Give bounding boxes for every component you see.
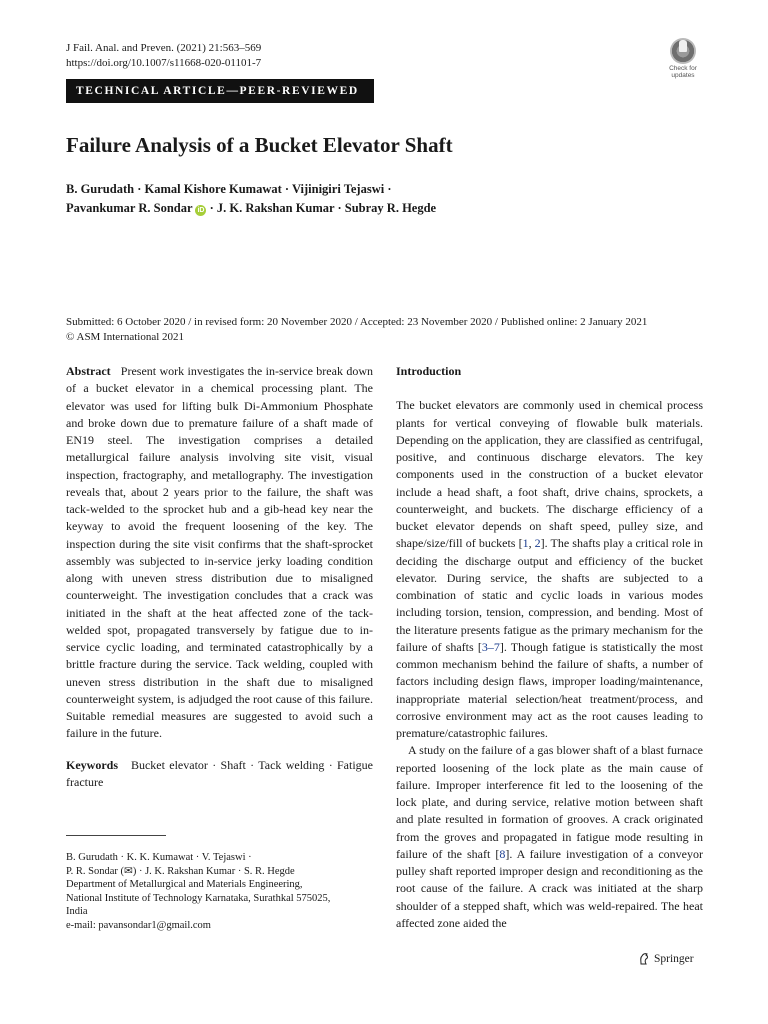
doi-link[interactable]: https://doi.org/10.1007/s11668-020-01101-7 [66, 57, 262, 69]
article-title: Failure Analysis of a Bucket Elevator Shaft [66, 133, 453, 157]
left-column [66, 363, 373, 791]
bookmark-icon [670, 38, 696, 64]
springer-horse-icon [638, 952, 650, 965]
article-type-badge: TECHNICAL ARTICLE—PEER-REVIEWED [66, 79, 374, 103]
journal-line: J Fail. Anal. and Preven. (2021) 21:563–569 [66, 42, 262, 54]
intro-paragraph-2: A study on the failure of a gas blower shaft of a blast furnace reported loosening of the lock plate as the main cause of failure. Improper interference fit led to the loosening of the lock plate, and during service, relative motion between shaft and plate resulted in formation of grooves. A crack originated from the groves and propagated in fatigue mode resulting in failure of the shaft [8]. A failure investigation of a conveyor pulley shaft reported improper design and reconditioning as the root cause of the failure. A crack was initiated at the sharp shoulder of a stepped shaft, which was weld-repaired. The heat affected zone aided the [396, 743, 703, 930]
section-heading-introduction: Introduction [396, 364, 462, 378]
affiliation [66, 851, 373, 932]
publisher-logo [638, 952, 694, 965]
keywords-text: Bucket elevator · Shaft · Tack welding · Fatigue fracture [66, 757, 373, 789]
abstract-text: Present work investigates the in-service break down of a bucket elevator in a chemical processing plant. The elevator was used for lifting bulk Di-Ammonium Phosphate and broke down due to premature failure of a shaft made of EN19 steel. The investigation comprises a detailed metallurgical failure analysis involving site visit, visual inspection, fractography, and metallography. The investigation reveals that, about 2 years prior to the failure, the shaft was tack-welded to the sprocket hub and a gib-head key near the keyway to avoid the frequent loosening of the key. The inspection during the site visit confirms that the shaft-sprocket assembly was subjected to in-service jerky loading condition along with uneven stress distribution due to misaligned counterweight. The investigation concludes that a crack was initiated in the shaft at the heat affected zone of the tack-welded spot, propagated transversely by fatigue due to in-service cyclic loading, and terminated catastrophically by a brittle fracture during the service. Tack welding, coupled with uneven stress distribution in the shaft due to misaligned counterweight system, is adjudged the root cause of this failure. Suitable remedial measures are suggested to avoid such a failure in the future. [66, 364, 373, 741]
citation-link[interactable]: 1 [522, 536, 529, 551]
affil-line5: India [66, 906, 88, 917]
affil-email[interactable]: e-mail: pavansondar1@gmail.com [66, 919, 211, 931]
publication-dates [66, 315, 647, 345]
check-updates-line2: updates [671, 72, 695, 79]
intro-paragraph-1: The bucket elevators are commonly used in chemical process plants for vertical conveying of flowable bulk materials. Depending on the application, they are classified as centrifugal, positive, and continuous discharge elevators. The key components used in the construction of a bucket elevator include a head shaft, a foot shaft, drive chains, sprockets, a counterweight, and buckets. The discharge efficiency of a bucket elevator depends on shaft speed, pulley size, and shape/size/fill of buckets [1, 2]. The shafts play a critical role in deciding the discharge output and efficiency of the bucket elevator. During service, the shafts are subjected to a combination of static and cyclic loads in various modes including torsion, tension, compression, and bending. Most of the literature presents fatigue as the primary mechanism for the failure of shafts [3–7]. Though fatigue is statistically the most common mechanism behind the failure of shafts, a number of factors including design flaws, improper loading/maintenance, inappropriate material selection/heat treatment/process, and corrosive environment may act as the root causes leading to premature/catastrophic failures. [396, 398, 704, 740]
affil-line1: B. Gurudath · K. K. Kumawat · V. Tejaswi · [66, 852, 252, 863]
affil-line4: National Institute of Technology Karnataka, Surathkal 575025, [66, 892, 331, 904]
publisher-name: Springer [654, 952, 694, 965]
author-list [66, 180, 436, 218]
affil-line2: P. R. Sondar (✉) · J. K. Rakshan Kumar · S. R. Hegde [66, 865, 295, 877]
journal-citation [66, 41, 261, 71]
check-for-updates-badge[interactable] [662, 38, 704, 79]
authors-line2b: · J. K. Rakshan Kumar · Subray R. Hegde [209, 201, 437, 215]
right-column [396, 363, 703, 932]
copyright: © ASM International 2021 [66, 331, 185, 343]
dates-line1: Submitted: 6 October 2020 / in revised form: 20 November 2020 / Accepted: 23 November 2020 / Published online: 2 January 2021 [66, 316, 648, 328]
footnote-divider [66, 835, 166, 836]
orcid-icon[interactable]: iD [197, 207, 205, 214]
citation-link[interactable]: 2 [534, 536, 541, 551]
citation-link[interactable]: 3–7 [481, 639, 500, 654]
abstract-label: Abstract [66, 364, 111, 378]
affil-line3: Department of Metallurgical and Materials Engineering, [66, 879, 303, 890]
keywords [66, 757, 373, 792]
citation-link[interactable]: 8 [499, 846, 506, 861]
authors-line1: B. Gurudath · Kamal Kishore Kumawat · Vijinigiri Tejaswi · [66, 182, 392, 196]
authors-line2a: Pavankumar R. Sondar [66, 201, 193, 215]
keywords-label: Keywords [66, 757, 118, 772]
check-updates-line1: Check for [669, 65, 697, 72]
abstract [66, 363, 373, 743]
